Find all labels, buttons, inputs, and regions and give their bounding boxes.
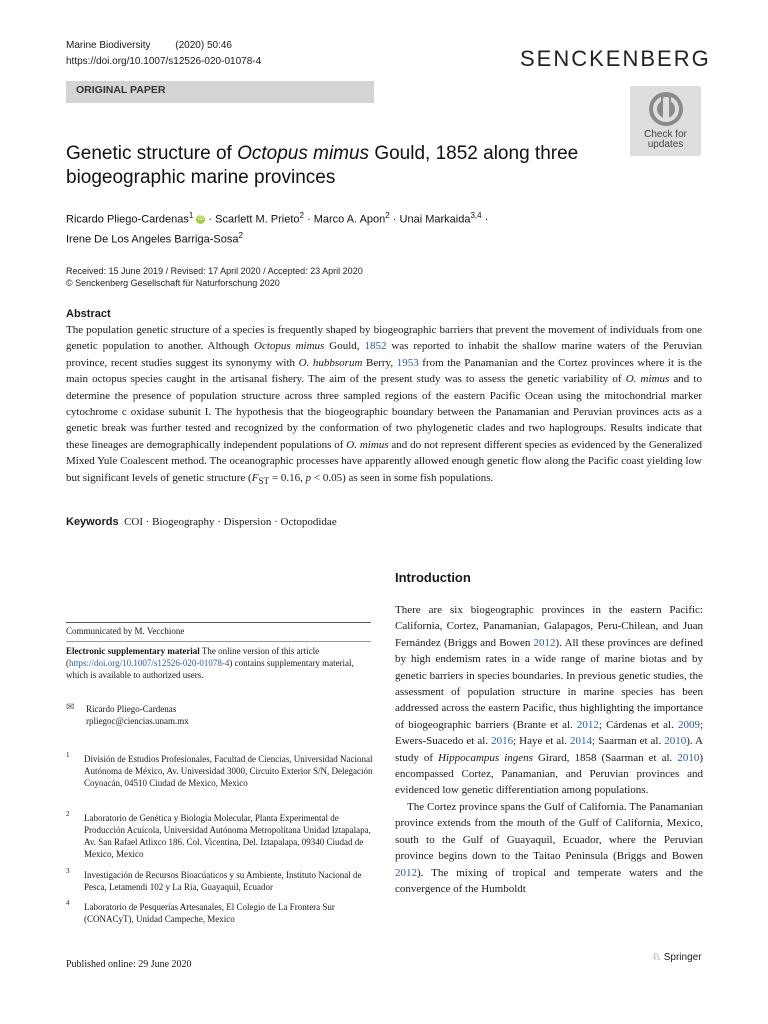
citation-link[interactable]: 2010: [664, 735, 687, 748]
fst-symbol: F: [251, 471, 259, 484]
article-history: [66, 265, 363, 289]
envelope-icon: ✉: [66, 702, 75, 713]
footnote-divider: [66, 622, 371, 623]
springer-horse-icon: ♘: [652, 952, 661, 963]
author-name[interactable]: Ricardo Pliego-Cardenas: [66, 213, 189, 226]
species-name: O. mimus: [625, 373, 670, 386]
abstract-part: The population genetic structure of a species is frequently shaped by biogeographic barriers that prevent the movement of individuals from one genetic population to another. Although: [66, 324, 702, 353]
title-species: Octopus mimus: [237, 143, 370, 164]
corresponding-author: Ricardo Pliego-Cardenas: [86, 704, 177, 714]
published-date: Published online: 29 June 2020: [66, 959, 192, 970]
author-affiliation: 2: [238, 230, 243, 240]
text-part: The Cortez province spans the Gulf of California. The Panamanian province extends from the mouth of the Gulf of California, Mexico, south to the Gulf of Guayaquil, Ecuador, where the Peruvian province begins down to the Taitao Peninsula (Briggs and Bowen: [395, 800, 703, 863]
species-name: O. hubbsorum: [298, 356, 363, 369]
communicated-by: Communicated by M. Vecchione: [66, 626, 185, 636]
author-affiliation: 1: [188, 211, 194, 220]
author-name[interactable]: Unai Markaida: [399, 213, 471, 226]
abstract-part: Berry,: [362, 356, 397, 369]
citation-link[interactable]: 1953: [396, 356, 419, 369]
text-part: ; Ewers-Suacedo et al.: [395, 718, 703, 748]
author-affiliation: 2: [299, 211, 304, 220]
springer-logo: [652, 952, 702, 963]
history-dates: Received: 15 June 2019 / Revised: 17 April 2020 / Accepted: 23 April 2020: [66, 266, 363, 276]
text-part: Girard, 1858 (Saarman et al.: [532, 751, 678, 764]
check-updates-label: [630, 130, 701, 150]
esm-text: ) contains supplementary material, which is available to authorized users.: [66, 657, 354, 680]
check-updates-line2: updates: [647, 139, 684, 150]
affiliation-number: 4: [66, 899, 70, 907]
citation-link[interactable]: 2012: [395, 866, 417, 879]
title-part: Genetic structure of: [66, 143, 238, 164]
citation-link[interactable]: 1852: [364, 340, 387, 353]
affiliation-number: 1: [66, 751, 70, 759]
correspondence: [86, 703, 189, 727]
abstract-part: and to determine the presence of population structure across three sampled regions of the eastern Pacific Ocean using the mitochondrial marker cytochrome c oxidase subunit I. The hypothesis that the biogeographic boundary between the Panamanian and Peruvian provinces acts as a genetic break was further tested and recognized by the conformation of two phylogenetic clades and two haplogroups. Results indicate that these lineages are demographically independent populations of: [66, 373, 702, 451]
esm-link[interactable]: https://doi.org/10.1007/s12526-020-01078-4: [69, 657, 230, 668]
doi-link[interactable]: https://doi.org/10.1007/s12526-020-01078-4: [66, 56, 262, 67]
citation-link[interactable]: 2012: [533, 636, 556, 649]
fst-subscript: ST: [258, 475, 270, 486]
title-part: Gould, 1852 along three biogeographic marine provinces: [66, 143, 579, 188]
p-symbol: p: [305, 471, 312, 484]
species-name: Hippocampus ingens: [438, 751, 533, 764]
check-updates-line1: Check for: [644, 129, 687, 140]
author-name[interactable]: Irene De Los Angeles Barriga-Sosa: [66, 233, 239, 246]
text-part: ; Saarman et al.: [592, 735, 665, 748]
article-title: [66, 142, 606, 190]
check-updates-icon: [645, 89, 687, 131]
introduction-body: [395, 602, 703, 897]
keywords: [66, 516, 337, 528]
affiliation-text: Laboratorio de Genética y Biología Molecular, Planta Experimental de Producción Acuícola, Universidad Autónoma Metropolitana Unidad Iztapalapa, Av. San Rafael Atlixco 186. Col. Vicentina, Del. Iztapalapa, 09340 Ciudad de Mexico, Mexico: [84, 813, 371, 859]
affiliation-text: Laboratorio de Pesquerías Artesanales, El Colegio de La Frontera Sur (CONACyT), Unidad Campeche, Mexico: [84, 902, 335, 924]
esm-label: Electronic supplementary material: [66, 646, 200, 656]
citation-link[interactable]: 2009: [677, 718, 700, 731]
text-part: ). All these provinces are defined by high endemism rates in a wide range of marine biotas and by genetic barriers in species boundaries. In previous genetic studies, the assessment of population structure in marine species has been addressed across the eastern Pacific, thus highlighting the importance of biogeographic barriers (Brante et al.: [395, 636, 704, 731]
author-separator: ·: [205, 213, 216, 226]
text-part: There are six biogeographic provinces in the eastern Pacific: California, Cortez, Panamanian, Galapagos, Peru-Chilean, and Juan Fernández (Briggs and Bowen: [395, 604, 703, 649]
citation-link[interactable]: 2010: [677, 751, 700, 764]
text-part: ). A study of: [395, 735, 703, 764]
affiliation-number: 2: [66, 810, 70, 818]
abstract-part: from the Panamanian and the Cortez provinces where it is the main octopus species caught in the artisanal fishery. The aim of the present study was to assess the genetic variability of: [66, 356, 702, 386]
keywords-label: Keywords: [66, 516, 119, 528]
species-name: Octopus mimus: [254, 340, 325, 353]
abstract-heading: Abstract: [66, 308, 111, 320]
footnote-divider: [66, 641, 371, 642]
author-separator: ·: [303, 213, 314, 226]
author-name[interactable]: Scarlett M. Prieto: [215, 213, 300, 226]
author-separator: ·: [389, 213, 400, 226]
author-list: [66, 208, 586, 247]
supplementary-note: [66, 646, 371, 681]
journal-citation: [66, 40, 232, 51]
esm-text: The online version of this article (: [66, 646, 320, 668]
copyright: © Senckenberg Gesellschaft für Naturforschung 2020: [66, 278, 280, 288]
author-name[interactable]: Marco A. Apon: [313, 213, 386, 226]
species-name: O. mimus: [346, 438, 389, 451]
section-heading: Introduction: [395, 570, 471, 585]
keywords-terms: COI · Biogeography · Dispersion · Octopodidae: [124, 516, 337, 528]
abstract-part: < 0.05) as seen in some fish populations.: [311, 471, 494, 484]
journal-name: Marine Biodiversity: [66, 40, 151, 51]
author-affiliation: 2: [385, 211, 390, 220]
author-affiliation: 3,4: [470, 211, 482, 220]
affiliation-text: División de Estudios Profesionales, Facultad de Ciencias, Universidad Nacional Autónoma de México, Av. Universidad 3000, Circuito Exterior S/N, Delegación Coyoacán, 04510 Ciudad de Mexico, Mexico: [84, 754, 373, 788]
orcid-icon[interactable]: iD: [198, 216, 204, 223]
affiliation-number: 3: [66, 867, 70, 875]
springer-wordmark: Springer: [663, 952, 702, 963]
affiliation-text: Investigación de Recursos Bioacúaticos y su Ambiente, Instituto Nacional de Pesca, Letamendi 102 y La Ría, Guayaquil, Ecuador: [84, 870, 362, 892]
paragraph: [395, 602, 703, 799]
paragraph: [395, 799, 703, 897]
citation-link[interactable]: 2014: [570, 735, 593, 748]
citation-link[interactable]: 2016: [491, 735, 514, 748]
publisher-logo: SENCKENBERG: [520, 46, 711, 71]
abstract-part: and do not represent different species as evidenced by the Generalized Mixed Yule Coalescent method. The oceanographic processes have apparently allowed enough genetic flow along the Pacific coast yielding low but significant levels of genetic structure (: [66, 438, 702, 484]
abstract-part: Gould,: [324, 340, 365, 353]
text-part: ; Cárdenas et al.: [598, 718, 678, 731]
author-separator: ·: [481, 213, 489, 226]
citation-link[interactable]: 2012: [576, 718, 599, 731]
journal-volume: (2020) 50:46: [175, 40, 232, 51]
abstract-text: [66, 322, 702, 489]
text-part: ) encompassed Cortez, Panamanian, and Peruvian provinces and evidenced low genetic differentiation among populations.: [395, 751, 704, 797]
abstract-part: = 0.16,: [269, 471, 306, 484]
article-type: ORIGINAL PAPER: [76, 84, 166, 96]
abstract-part: was reported to inhabit the shallow marine waters of the Peruvian province, recent studies suggest its synonymy with: [66, 340, 702, 369]
text-part: ). The mixing of tropical and temperate waters and the convergence of the Humboldt: [395, 866, 703, 895]
corresponding-email[interactable]: rpliegoc@ciencias.unam.mx: [86, 716, 189, 726]
text-part: ; Haye et al.: [513, 735, 571, 748]
